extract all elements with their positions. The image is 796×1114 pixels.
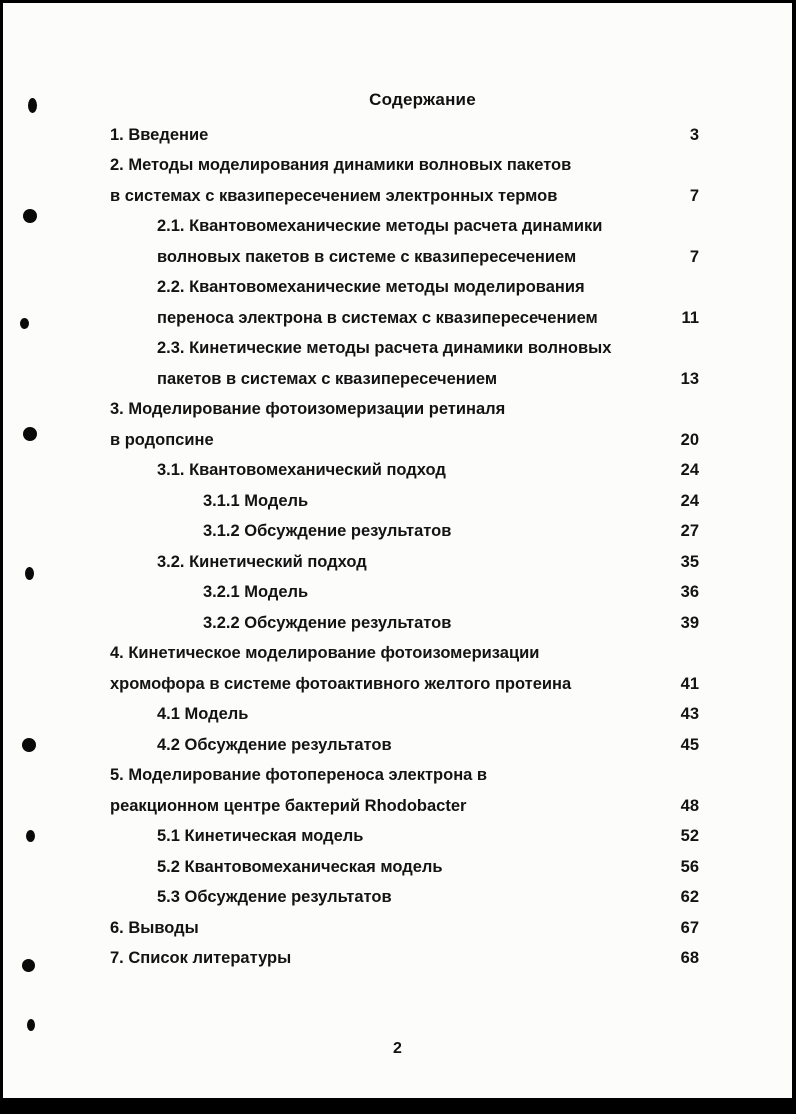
toc-entry-text: 4.2 Обсуждение результатов — [157, 735, 392, 754]
toc-line — [110, 608, 699, 639]
scan-artifact — [27, 1019, 35, 1031]
table-of-contents — [110, 120, 699, 974]
toc-line — [110, 242, 699, 273]
toc-entry-text: 2.2. Квантовомеханические методы моделирования — [157, 278, 585, 297]
toc-entry-page: 67 — [680, 918, 699, 937]
scan-artifact — [23, 427, 37, 441]
scanned-page — [3, 3, 792, 1098]
toc-entry-text: 3.2.1 Модель — [203, 583, 309, 602]
toc-line — [110, 852, 699, 883]
scan-artifact — [23, 209, 37, 223]
toc-entry-text: 5.3 Обсуждение результатов — [157, 888, 392, 907]
scan-artifact — [26, 830, 35, 842]
toc-entry-text: 2.1. Квантовомеханические методы расчета динамики — [157, 217, 603, 236]
toc-line — [110, 761, 699, 792]
toc-entry-text: 3. Моделирование фотоизомеризации ретиналя — [110, 400, 506, 419]
toc-line — [110, 883, 699, 914]
scan-artifact — [25, 567, 34, 580]
toc-entry-text: 3.1. Квантовомеханический подход — [157, 461, 446, 480]
toc-entry-text: 1. Введение — [110, 125, 209, 144]
toc-line — [110, 425, 699, 456]
toc-entry-text: 5.2 Квантовомеханическая модель — [157, 857, 443, 876]
toc-entry-page: 48 — [680, 796, 699, 815]
toc-line — [110, 212, 699, 243]
toc-entry-page: 62 — [680, 888, 699, 907]
toc-line — [110, 578, 699, 609]
toc-entry-text: 2. Методы моделирования динамики волновых пакетов — [110, 156, 572, 175]
toc-entry-page: 24 — [680, 491, 699, 510]
toc-entry-text: 3.2. Кинетический подход — [157, 552, 367, 571]
toc-line — [110, 944, 699, 975]
toc-entry-page: 36 — [680, 583, 699, 602]
toc-line — [110, 730, 699, 761]
toc-entry-text: 4.1 Модель — [157, 705, 249, 724]
toc-entry-text: 6. Выводы — [110, 918, 199, 937]
toc-entry-page: 41 — [680, 674, 699, 693]
toc-line — [110, 517, 699, 548]
toc-entry-page: 20 — [680, 430, 699, 449]
toc-entry-page: 56 — [680, 857, 699, 876]
toc-entry-page: 13 — [680, 369, 699, 388]
toc-entry-text: волновых пакетов в системе с квазипересечением — [157, 247, 577, 266]
toc-line — [110, 791, 699, 822]
toc-entry-page: 27 — [680, 522, 699, 541]
scan-artifact — [28, 98, 37, 113]
toc-entry-text: переноса электрона в системах с квазипересечением — [157, 308, 598, 327]
toc-line — [110, 822, 699, 853]
toc-line — [110, 639, 699, 670]
toc-entry-page: 68 — [680, 949, 699, 968]
toc-line — [110, 151, 699, 182]
toc-line — [110, 913, 699, 944]
toc-entry-page: 52 — [680, 827, 699, 846]
toc-entry-text: реакционном центре бактерий Rhodobacter — [110, 796, 467, 815]
toc-entry-text: 3.1.1 Модель — [203, 491, 309, 510]
toc-line — [110, 456, 699, 487]
toc-entry-text: 5. Моделирование фотопереноса электрона в — [110, 766, 488, 785]
toc-entry-text: 3.2.2 Обсуждение результатов — [203, 613, 452, 632]
toc-entry-page: 7 — [689, 186, 699, 205]
toc-entry-page: 35 — [680, 552, 699, 571]
toc-entry-text: 4. Кинетическое моделирование фотоизомеризации — [110, 644, 540, 663]
toc-entry-text: в системах с квазипересечением электронных термов — [110, 186, 558, 205]
scan-artifact — [22, 738, 36, 752]
toc-line — [110, 334, 699, 365]
toc-line — [110, 120, 699, 151]
toc-entry-text: в родопсине — [110, 430, 214, 449]
toc-entry-page: 11 — [681, 308, 699, 327]
toc-entry-text: пакетов в системах с квазипересечением — [157, 369, 498, 388]
page-title: Содержание — [369, 90, 476, 109]
toc-line — [110, 669, 699, 700]
toc-entry-text: 3.1.2 Обсуждение результатов — [203, 522, 452, 541]
toc-entry-text: 7. Список литературы — [110, 949, 292, 968]
toc-entry-page: 24 — [680, 461, 699, 480]
page-number: 2 — [393, 1040, 402, 1057]
toc-line — [110, 181, 699, 212]
toc-entry-text: 2.3. Кинетические методы расчета динамики волновых — [157, 339, 612, 358]
toc-line — [110, 364, 699, 395]
toc-line — [110, 486, 699, 517]
scan-artifact — [20, 318, 29, 329]
toc-line — [110, 395, 699, 426]
toc-entry-page: 3 — [689, 125, 699, 144]
toc-line — [110, 273, 699, 304]
toc-entry-text: 5.1 Кинетическая модель — [157, 827, 364, 846]
toc-entry-text: хромофора в системе фотоактивного желтого протеина — [110, 674, 572, 693]
toc-entry-page: 45 — [680, 735, 699, 754]
toc-entry-page: 43 — [680, 705, 699, 724]
toc-line — [110, 700, 699, 731]
toc-line — [110, 547, 699, 578]
toc-entry-page: 39 — [680, 613, 699, 632]
scan-artifact — [22, 959, 35, 972]
toc-line — [110, 303, 699, 334]
toc-entry-page: 7 — [689, 247, 699, 266]
